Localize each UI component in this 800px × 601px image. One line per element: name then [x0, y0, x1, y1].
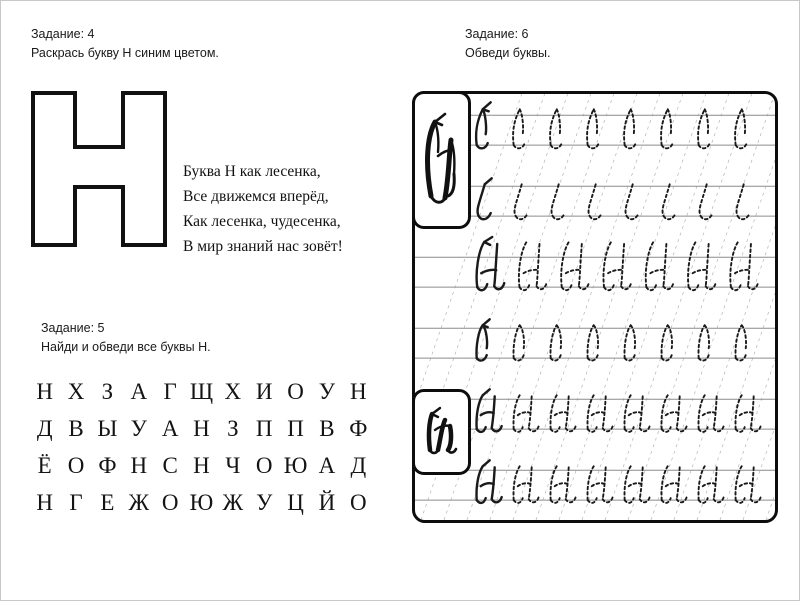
poem-line-1: Буква Н как лесенка,	[183, 163, 321, 180]
grid-cell[interactable]: Ц	[287, 490, 304, 515]
grid-cell[interactable]: З	[227, 416, 239, 441]
grid-cell[interactable]: Х	[224, 379, 242, 404]
trace-glyph[interactable]	[588, 325, 599, 360]
grid-cell[interactable]: У	[130, 416, 147, 441]
poem-block	[183, 159, 343, 259]
grid-cell[interactable]: Щ	[189, 379, 214, 404]
grid-cell[interactable]: В	[68, 416, 84, 441]
grid-cell[interactable]: Г	[163, 379, 177, 404]
trace-glyph[interactable]	[515, 184, 528, 219]
grid-cell[interactable]: Ж	[128, 490, 150, 515]
trace-glyph[interactable]	[478, 178, 492, 219]
grid-cell[interactable]: А	[130, 379, 148, 404]
trace-glyph[interactable]	[514, 395, 539, 432]
grid-cell[interactable]: Г	[69, 490, 83, 515]
trace-glyph[interactable]	[551, 395, 576, 432]
grid-cell[interactable]: Е	[100, 490, 115, 515]
poem-line-3: Как лесенка, чудесенка,	[183, 213, 341, 231]
trace-glyph[interactable]	[519, 242, 547, 290]
trace-glyph[interactable]	[603, 242, 631, 290]
trace-glyph[interactable]	[699, 325, 710, 360]
grid-cell[interactable]: Д	[36, 416, 53, 441]
task4-heading: Задание: 4	[31, 27, 95, 41]
task6-heading: Задание: 6	[465, 27, 529, 41]
task4-heading-block	[31, 25, 219, 64]
grid-cell[interactable]: Н	[36, 379, 53, 404]
trace-glyph[interactable]	[477, 460, 502, 503]
label-box-capital-cursive-n	[412, 91, 471, 229]
trace-glyph[interactable]	[552, 184, 565, 219]
task5-heading-block	[41, 319, 211, 358]
trace-glyph[interactable]	[730, 242, 758, 290]
trace-glyph[interactable]	[476, 102, 491, 148]
trace-glyph[interactable]	[626, 184, 639, 219]
big-hollow-letter-n[interactable]	[29, 89, 169, 249]
grid-cell[interactable]: А	[318, 453, 336, 478]
trace-glyph[interactable]	[737, 184, 750, 219]
grid-cell[interactable]: Н	[193, 416, 210, 441]
grid-cell[interactable]: Н	[349, 379, 367, 404]
grid-cell[interactable]: О	[287, 379, 304, 404]
trace-glyph[interactable]	[736, 466, 761, 503]
label-box-lowercase-cursive-n	[412, 389, 471, 475]
grid-cell[interactable]: А	[161, 416, 179, 441]
grid-cell[interactable]: О	[67, 453, 85, 478]
grid-cell[interactable]: Х	[67, 379, 85, 404]
task6-heading-block	[465, 25, 551, 64]
grid-cell[interactable]: П	[287, 416, 304, 441]
grid-cell[interactable]: Ё	[37, 453, 52, 478]
trace-glyph[interactable]	[514, 325, 525, 360]
trace-glyph[interactable]	[477, 389, 502, 432]
trace-glyph[interactable]	[477, 237, 505, 290]
letter-search-grid[interactable]	[29, 373, 374, 521]
grid-cell[interactable]: И	[255, 379, 273, 404]
grid-cell[interactable]: О	[161, 490, 179, 515]
poem-line-4: В мир знаний нас зовёт!	[183, 238, 343, 256]
grid-cell[interactable]: С	[162, 453, 178, 478]
trace-glyph[interactable]	[662, 466, 687, 503]
task4-instruction: Раскрась букву Н синим цветом.	[31, 46, 219, 61]
trace-glyph[interactable]	[699, 395, 724, 432]
grid-cell[interactable]: Ю	[283, 453, 308, 478]
grid-cell[interactable]: Й	[318, 490, 336, 515]
grid-cell[interactable]: Н	[36, 490, 53, 515]
trace-glyph[interactable]	[625, 466, 650, 503]
trace-glyph[interactable]	[588, 466, 613, 503]
grid-cell[interactable]: П	[255, 416, 273, 441]
grid-cell[interactable]: Н	[130, 453, 148, 478]
poem-line-2: Все движемся вперёд,	[183, 188, 329, 206]
grid-cell[interactable]: Ф	[98, 453, 117, 478]
grid-cell[interactable]: О	[349, 490, 367, 515]
grid-cell[interactable]: Ы	[97, 416, 118, 441]
trace-glyph[interactable]	[551, 466, 576, 503]
grid-cell[interactable]: Ж	[222, 490, 244, 515]
task5-heading: Задание: 5	[41, 321, 105, 335]
grid-cell[interactable]: З	[101, 379, 114, 404]
grid-cell[interactable]: О	[255, 453, 273, 478]
grid-cell[interactable]: Н	[193, 453, 210, 478]
grid-cell[interactable]: У	[256, 490, 273, 515]
grid-cell[interactable]: Д	[350, 453, 367, 478]
grid-cell[interactable]: Ф	[349, 416, 368, 441]
grid-cell[interactable]: У	[318, 379, 336, 404]
grid-cell[interactable]: В	[319, 416, 335, 441]
trace-glyph[interactable]	[625, 325, 636, 360]
task6-instruction: Обведи буквы.	[465, 46, 551, 61]
trace-glyph[interactable]	[514, 466, 539, 503]
trace-glyph[interactable]	[662, 325, 673, 360]
task5-instruction: Найди и обведи все буквы Н.	[41, 340, 211, 355]
trace-glyph[interactable]	[699, 466, 724, 503]
trace-glyph[interactable]	[561, 242, 589, 290]
grid-cell[interactable]: Ч	[225, 453, 241, 478]
grid-cell[interactable]: Ю	[189, 490, 214, 515]
trace-glyph[interactable]	[736, 325, 747, 360]
trace-glyph[interactable]	[551, 325, 562, 360]
